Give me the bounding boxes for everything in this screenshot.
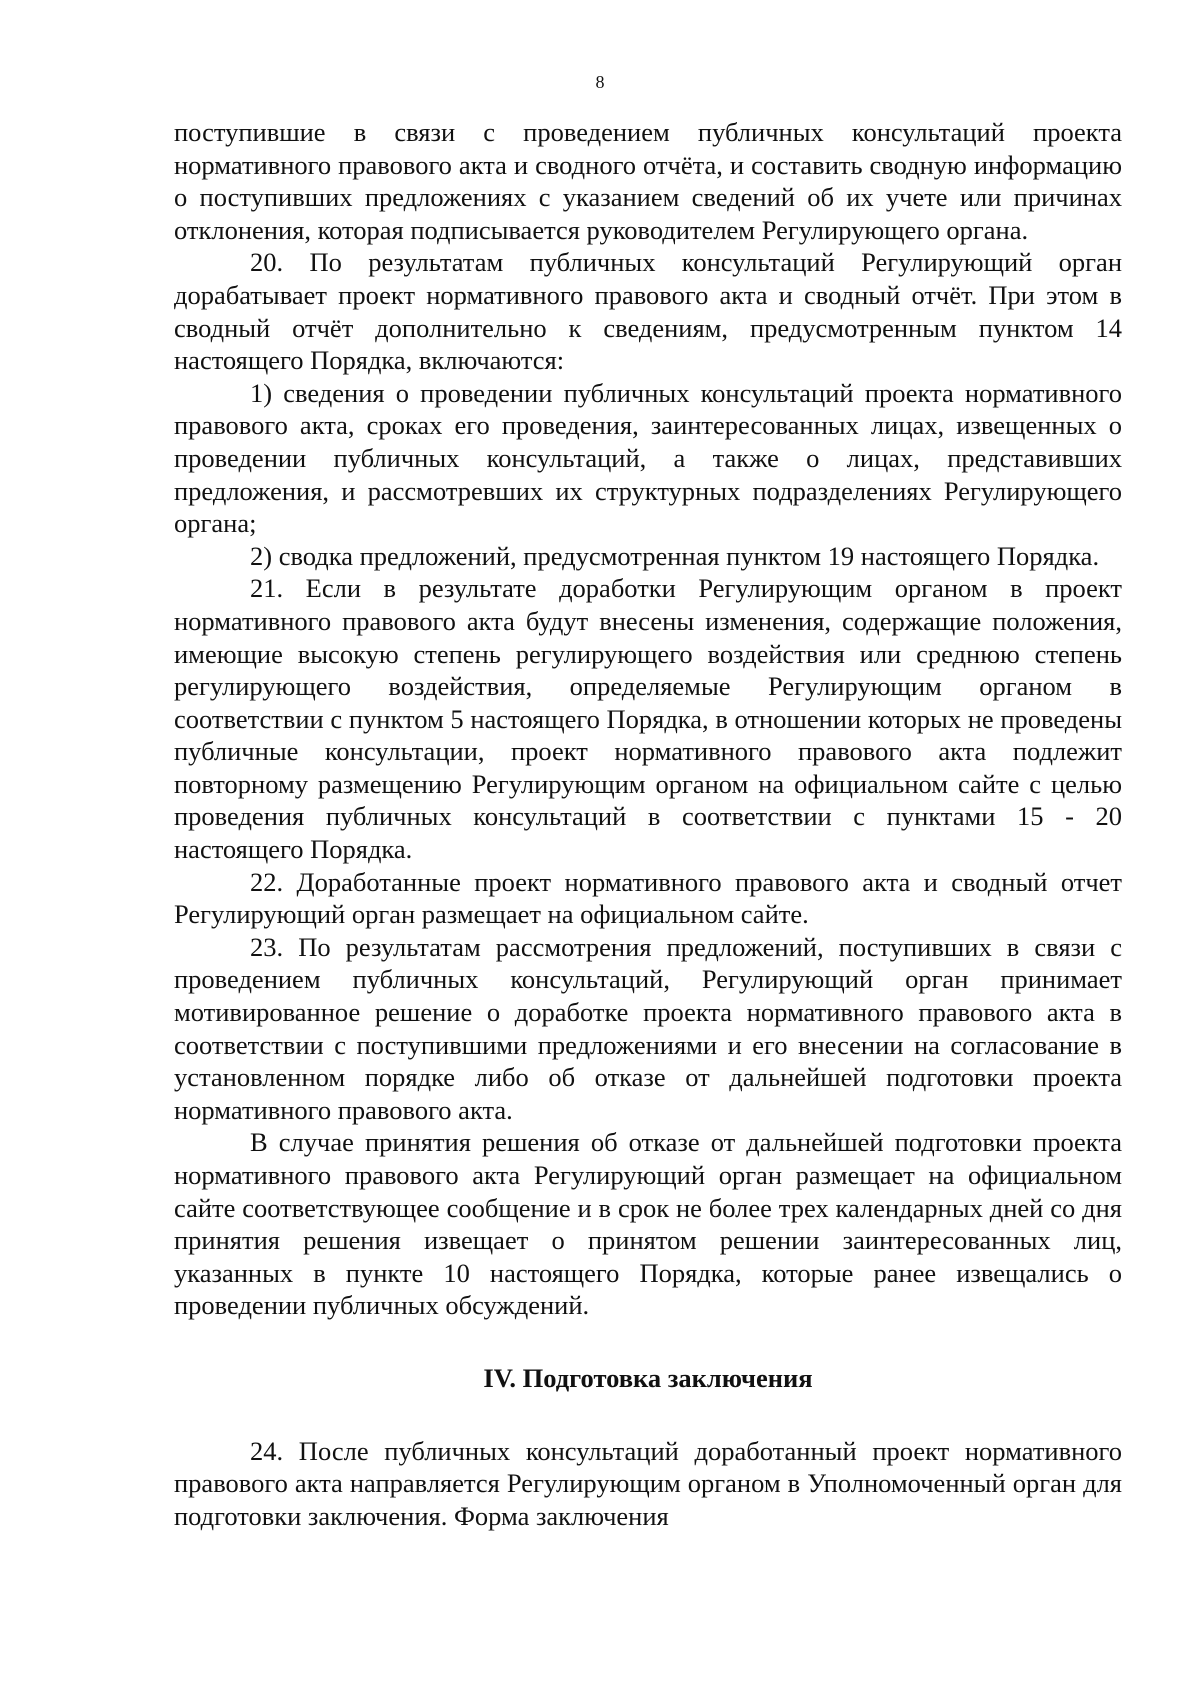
paragraph-refusal-case: В случае принятия решения об отказе от дальнейшей подготовки проекта нормативного правового акта Регулирующий орган размещает на официальном сайте соответствующее сообщение и в срок не более трех календарных дней со дня принятия решения извещает о принятом решении заинтересованных лиц, указанных в пункте 10 настоящего Порядка, которые ранее извещались о проведении публичных обсуждений. <box>174 1127 1122 1321</box>
section-heading: IV. Подготовка заключения <box>483 1362 813 1393</box>
paragraph-item-22: 22. Доработанные проект нормативного правового акта и сводный отчет Регулирующий орган размещает на официальном сайте. <box>174 866 1122 930</box>
document-body <box>174 116 1122 1532</box>
paragraph-subitem-2: 2) сводка предложений, предусмотренная пунктом 19 настоящего Порядка. <box>250 540 1100 571</box>
paragraph-item-24: 24. После публичных консультаций доработанный проект нормативного правового акта направляется Регулирующим органом в Уполномоченный орган для подготовки заключения. Форма заключения <box>174 1435 1122 1531</box>
paragraph-item-21: 21. Если в результате доработки Регулирующим органом в проект нормативного правового акта будут внесены изменения, содержащие положения, имеющие высокую степень регулирующего воздействия или среднюю степень регулирующего воздействия, определяемые Регулирующим органом в соответствии с пунктом 5 настоящего Порядка, в отношении которых не проведены публичные консультации, проект нормативного правового акта подлежит повторному размещению Регулирующим органом на официальном сайте с целью проведения публичных консультаций в соответствии с пунктами 15 - 20 настоящего Порядка. <box>174 573 1122 865</box>
paragraph-item-23: 23. По результатам рассмотрения предложений, поступивших в связи с проведением публичных консультаций, Регулирующий орган принимает мотивированное решение о доработке проекта нормативного правового акта в соответствии с поступившими предложениями и его внесении на согласование в установленном порядке либо об отказе от дальнейшей подготовки проекта нормативного правового акта. <box>174 931 1122 1125</box>
paragraph-continuation: поступившие в связи с проведением публичных консультаций проекта нормативного правового акта и сводного отчёта, и составить сводную информацию о поступивших предложениях с указанием сведений об их учете или причинах отклонения, которая подписывается руководителем Регулирующего органа. <box>174 117 1122 245</box>
paragraph-item-20: 20. По результатам публичных консультаций Регулирующий орган дорабатывает проект нормативного правового акта и сводный отчёт. При этом в сводный отчёт дополнительно к сведениям, предусмотренным пунктом 14 настоящего Порядка, включаются: <box>174 247 1122 376</box>
paragraph-subitem-1: 1) сведения о проведении публичных консультаций проекта нормативного правового акта, сроках его проведения, заинтересованных лицах, извещенных о проведении публичных консультаций, а также о лицах, представивших предложения, и рассмотревших их структурных подразделениях Регулирующего органа; <box>174 377 1122 539</box>
page-number: 8 <box>595 72 605 92</box>
